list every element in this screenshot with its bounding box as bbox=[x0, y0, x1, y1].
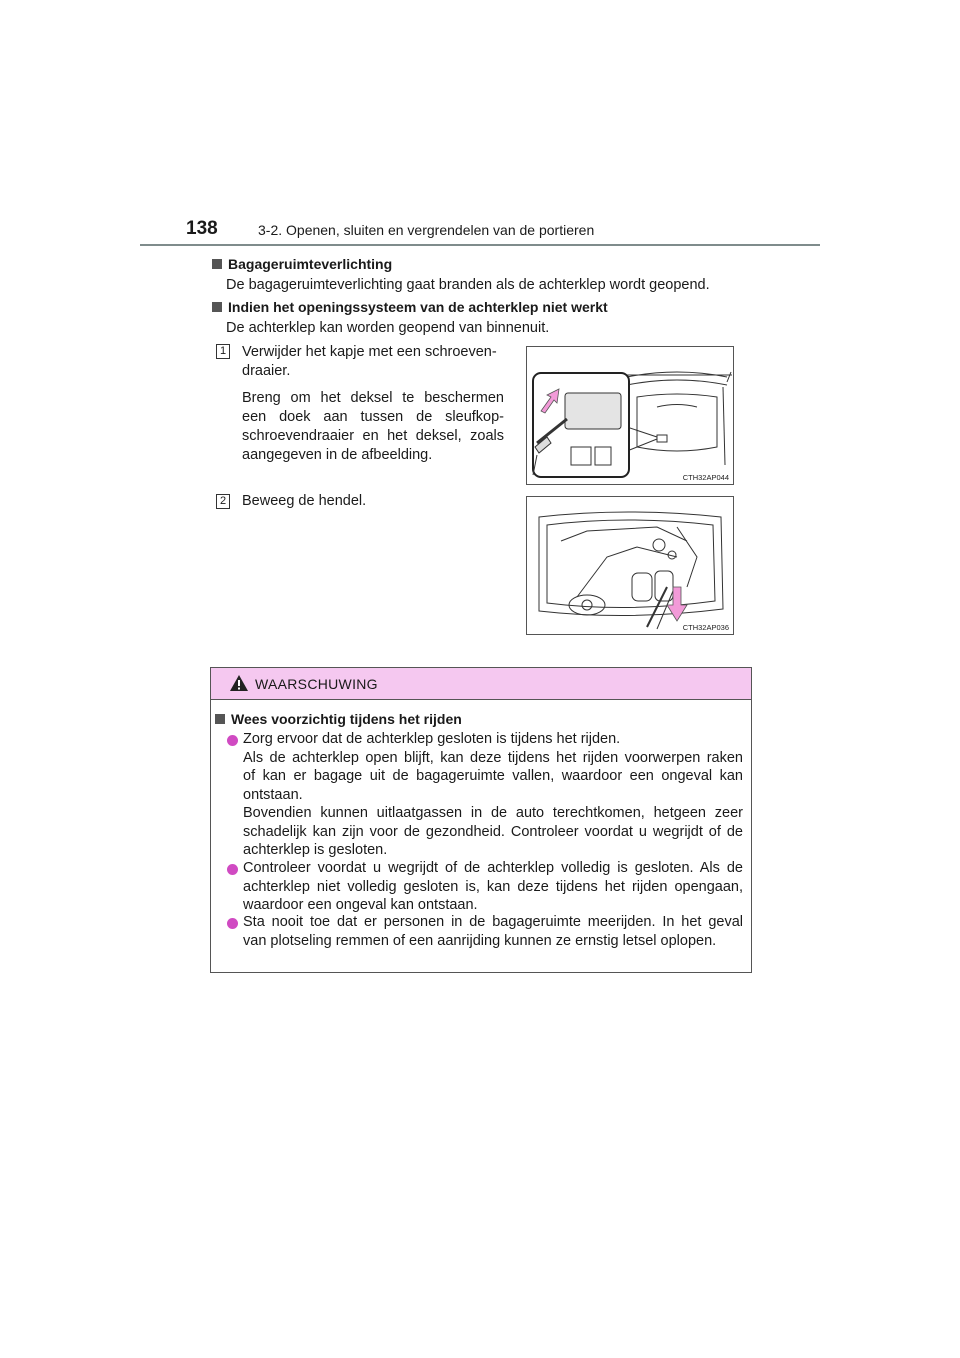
warning-item-3: Sta nooit toe dat er personen in de bagageruimte meerijden. In het geval van plotseling remmen of een aanrijding kunnen ze ernstig letsel oplopen. bbox=[243, 914, 743, 949]
step-2-text: Beweeg de hendel. bbox=[242, 493, 367, 509]
step-number-1: 1 bbox=[216, 344, 230, 359]
figure-code: CTH32AP044 bbox=[682, 473, 729, 482]
figure-move-lever bbox=[526, 496, 734, 635]
pink-arrow-icon bbox=[667, 587, 687, 621]
tailgate-cap-illustration bbox=[527, 347, 733, 484]
step-1-text: Verwijder het kapje met een schroeven- draaier. bbox=[242, 344, 497, 379]
warning-item-1: Zorg ervoor dat de achterklep gesloten is tijdens het rijden. Als de achterklep open blijft, kan deze tijdens het rijden voorwerpen raken of kan er bagage uit de bagageruimte vallen, waardoor een ongeval kan ontstaan. Bovendien kunnen uitlaatgassen in de auto terechtkomen, hetgeen zeer schadelijk kan zijn voor de gezondheid. Controleer voordat u wegrijdt of de achterklep is gesloten. bbox=[243, 731, 743, 858]
luggage-light-heading: Bagageruimteverlichting bbox=[212, 256, 392, 272]
bullet-icon bbox=[227, 735, 238, 746]
opening-fail-heading: Indien het openingssysteem van de achterklep niet werkt bbox=[212, 299, 608, 315]
step-1-note: Breng om het deksel te beschermen een doek aan tussen de sleufkop- schroevendraaier en het deksel, zoals aangegeven in de afbeelding. bbox=[242, 390, 504, 463]
figure-code: CTH32AP036 bbox=[682, 623, 729, 632]
figure-remove-cap bbox=[526, 346, 734, 485]
opening-fail-text: De achterklep kan worden geopend van binnenuit. bbox=[226, 320, 550, 336]
warning-title: WAARSCHUWING bbox=[255, 676, 378, 692]
warning-item-2: Controleer voordat u wegrijdt of de achterklep volledig is gesloten. Als de achterklep niet volledig gesloten is, kan deze tijdens het rijden opengaan, waardoor een ongeval kan ontstaan. bbox=[243, 860, 743, 913]
header-divider bbox=[140, 244, 820, 246]
section-title: 3-2. Openen, sluiten en vergrendelen van de portieren bbox=[258, 222, 595, 238]
bullet-icon bbox=[227, 864, 238, 875]
square-bullet-icon bbox=[212, 302, 222, 312]
warning-heading: Wees voorzichtig tijdens het rijden bbox=[215, 711, 462, 727]
warning-box bbox=[210, 667, 752, 973]
page-number: 138 bbox=[186, 218, 218, 239]
luggage-light-text: De bagageruimteverlichting gaat branden als de achterklep wordt geopend. bbox=[226, 277, 710, 293]
bullet-icon bbox=[227, 918, 238, 929]
square-bullet-icon bbox=[215, 714, 225, 724]
warning-header bbox=[211, 668, 751, 700]
lever-illustration bbox=[527, 497, 733, 634]
square-bullet-icon bbox=[212, 259, 222, 269]
warning-triangle-icon bbox=[229, 674, 249, 692]
step-number-2: 2 bbox=[216, 494, 230, 509]
